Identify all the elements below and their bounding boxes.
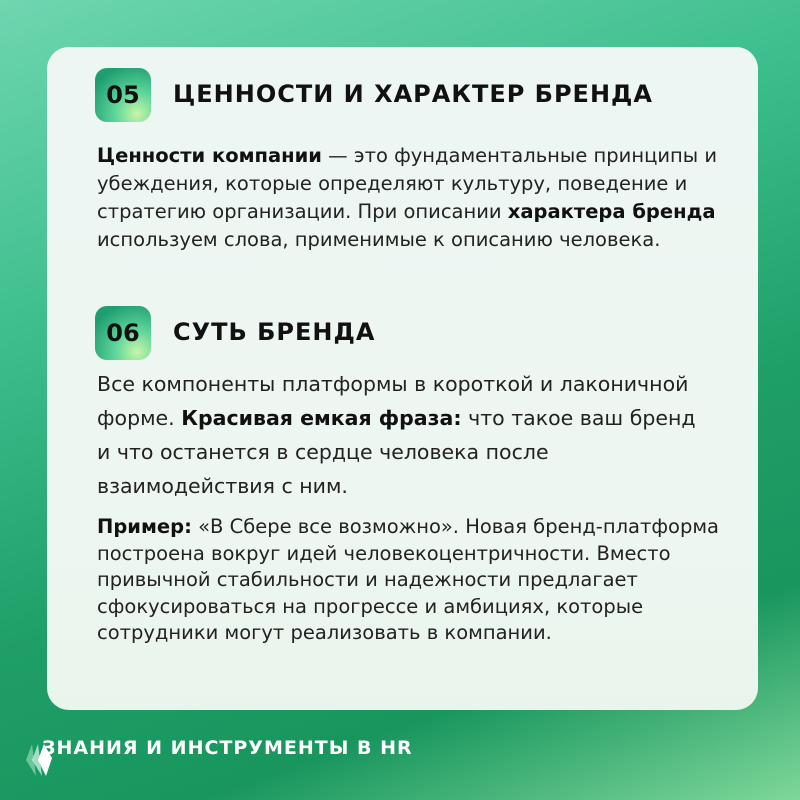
section-title: ЦЕННОСТИ И ХАРАКТЕР БРЕНДА [173,80,653,108]
section-title: СУТЬ БРЕНДА [173,318,376,346]
example-label: Пример: [97,515,192,538]
section-paragraph [97,367,697,503]
text: — это фундаментальные принципы и убеждения, которые определяют культуру, поведение и стратегию организации. При описании [97,144,718,223]
example-paragraph [97,514,757,647]
content-card [47,47,758,710]
text: «В Сбере все возможно». Новая бренд-платформа построена вокруг идей человекоцентричности. Вместо привычной стабильности и надежности предлагает сфокусироваться на прогрессе и амбициях, которые сотрудники могут реализовать в компании. [97,515,720,644]
bold-term: характера бренда [507,200,716,223]
text: используем слова, применимые к описанию человека. [97,228,661,251]
text: что такое ваш бренд и что останется в сердце человека после взаимодействия с ним. [97,406,696,498]
bold-term: Красивая емкая фраза: [181,406,462,430]
section-paragraph [97,142,757,254]
text: Все компоненты платформы в короткой и лаконичной форме. [97,372,689,430]
bold-term: Ценности компании [97,144,322,167]
section-number-badge: 06 [95,306,151,360]
footer-caption: ЗНАНИЯ И ИНСТРУМЕНТЫ В HR [42,737,413,759]
section-number-badge: 05 [95,68,151,122]
